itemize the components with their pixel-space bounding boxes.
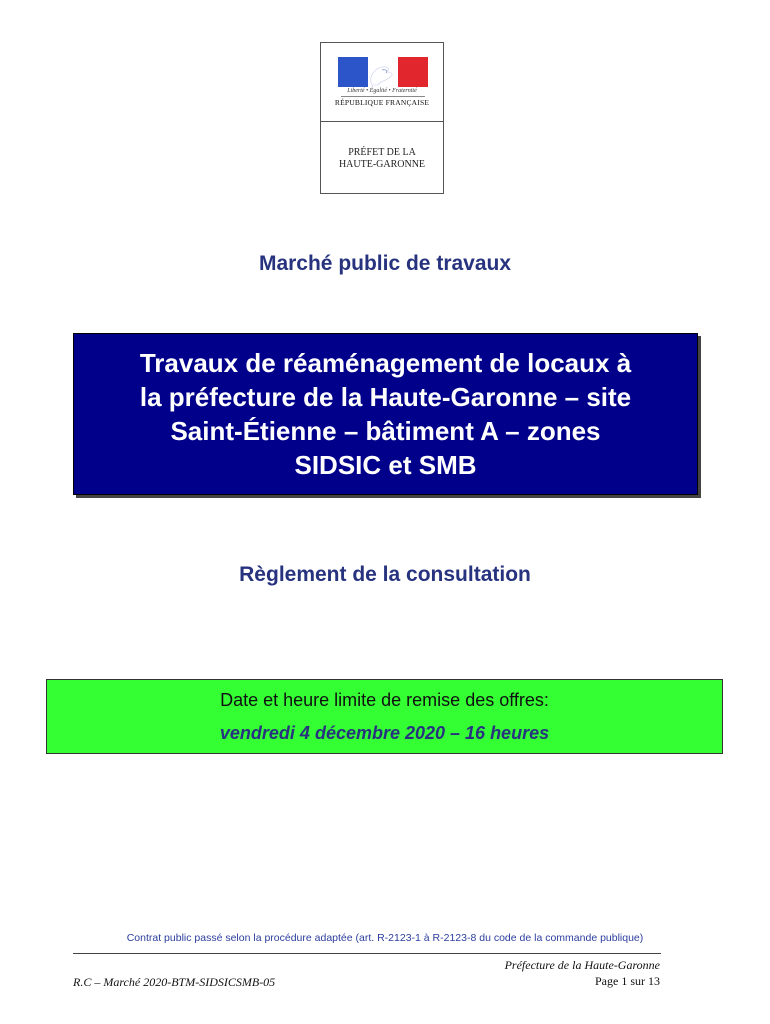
marche-heading: Marché public de travaux (258, 252, 512, 275)
contrat-note: Contrat public passé selon la procédure adaptée (art. R-2123-1 à R-2123-8 du code de la commande publique) (126, 932, 644, 944)
page-number: Page 1 sur 13 (595, 974, 660, 988)
title-banner (73, 333, 698, 495)
prefet-line-2: HAUTE-GARONNE (338, 159, 426, 170)
prefet-line-1: PRÉFET DE LA (348, 147, 416, 158)
prefecture-logo (320, 42, 444, 194)
prefet-label (321, 147, 443, 171)
logo-divider (341, 96, 425, 97)
footer-prefecture: Préfecture de la Haute-Garonne (504, 958, 660, 972)
footer-reference: R.C – Marché 2020-BTM-SIDSICSMB-05 (73, 975, 276, 989)
republic-motto: Liberté • Égalité • Fraternité (347, 88, 417, 94)
marianne-flag-icon (338, 57, 428, 87)
republique-francaise-label: RÉPUBLIQUE FRANÇAISE (334, 98, 430, 107)
deadline-value: vendredi 4 décembre 2020 – 16 heures (219, 723, 550, 743)
reglement-heading: Règlement de la consultation (239, 563, 531, 586)
marianne-block (321, 43, 443, 122)
document-title: Travaux de réaménagement de locaux à la préfecture de la Haute-Garonne – site Saint-Étienne – bâtiment A – zones SIDSIC et SMB (139, 348, 632, 480)
deadline-box (46, 679, 723, 754)
footer-divider (73, 953, 661, 954)
deadline-label: Date et heure limite de remise des offres: (220, 690, 549, 710)
